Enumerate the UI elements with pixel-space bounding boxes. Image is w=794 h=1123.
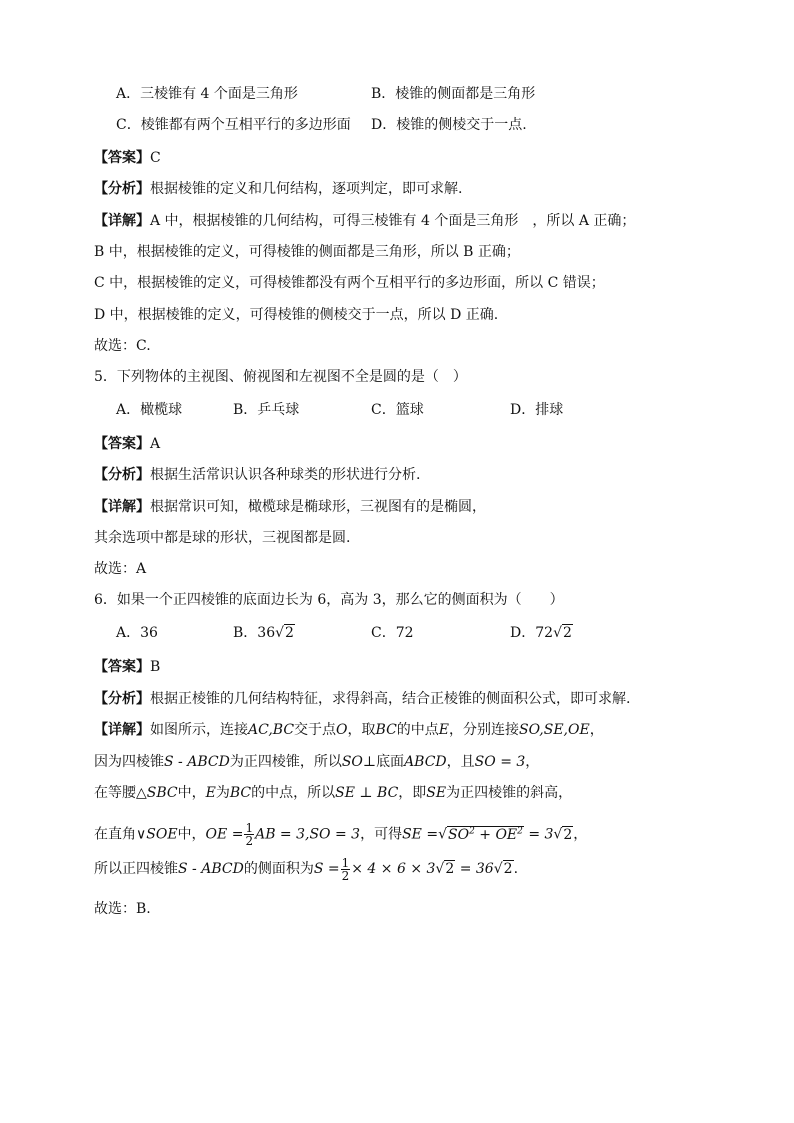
q4-answer-line (94, 148, 161, 168)
q6-option-d: D．72√2 (510, 625, 572, 641)
q6-answer-line: 【答案】B (94, 659, 161, 675)
q5-option-b: B．乒乓球 (233, 402, 300, 418)
q5-option-c: C．篮球 (371, 402, 424, 418)
q4-detail-line-3: C 中，根据棱锥的定义，可得棱锥都没有两个互相平行的多边形面，所以 C 错误； (94, 275, 605, 291)
q6-detail-line-3: 在等腰△SBC中，E为BC的中点，所以SE ⊥ BC，即SE为正四棱锥的斜高， (94, 785, 573, 801)
q4-option-d: D．棱锥的侧棱交于一点. (371, 117, 527, 133)
q6-answer: B (150, 659, 161, 675)
q4-option-c: C．棱锥都有两个互相平行的多边形面 (116, 117, 351, 133)
q4-option-a: A．三棱锥有 4 个面是三角形 (116, 86, 298, 102)
q6-conclusion: 故选：B. (94, 901, 151, 917)
q4-analysis: 根据棱锥的定义和几何结构，逐项判定，即可求解. (150, 181, 463, 197)
q5-option-a: A．橄榄球 (116, 402, 183, 418)
q5-detail-line-1: 【详解】根据常识可知，橄榄球是椭球形，三视图有的是椭圆， (94, 499, 486, 515)
q5-analysis-line: 【分析】根据生活常识认识各种球类的形状进行分析. (94, 467, 421, 483)
q6-detail-line-4: 在直角∨SOE中，OE = $\frac{1}{2}$ AB = 3,SO = 3，可得SE $=√SO^2 + OE^2 = 3√2$， (94, 821, 588, 849)
sqrt-icon: √ (275, 625, 285, 641)
sqrt-icon: √ (493, 861, 503, 877)
q6-stem: 6．如果一个正四棱锥的底面边长为 6，高为 3，那么它的侧面积为（ ） (94, 592, 564, 608)
q4-detail-line-1: 【详解】A 中，根据棱锥的几何结构，可得三棱锥有 4 个面是三角形 ，所以 A 正确； (94, 213, 636, 229)
q5-answer: A (150, 436, 161, 452)
sqrt-icon: √ (438, 826, 447, 843)
q4-detail-line-4: D 中，根据棱锥的定义，可得棱锥的侧棱交于一点，所以 D 正确. (94, 307, 499, 323)
q6-analysis-line: 【分析】根据正棱锥的几何结构特征，求得斜高，结合正棱锥的侧面积公式，即可求解. (94, 691, 631, 707)
q5-option-d: D．排球 (510, 402, 564, 418)
q6-detail-line-5: 所以正四棱锥S - ABCD的侧面积为S = $\frac{1}{2}$ × 4 × 6 × 3√2 = 36√2. (94, 855, 519, 883)
analysis-tag: 【分析】 (94, 181, 150, 197)
q6-detail-line-2: 因为四棱锥S - ABCD为正四棱锥，所以SO⊥底面ABCD，且SO = 3， (94, 754, 540, 770)
q5-answer-line: 【答案】A (94, 436, 161, 452)
answer-tag: 【答案】 (94, 150, 150, 166)
sqrt-icon: √ (553, 625, 562, 641)
sqrt-icon: √ (435, 861, 445, 877)
q4-analysis-line (94, 179, 462, 199)
q6-option-a: A．36 (116, 625, 158, 641)
sqrt-icon: √ (553, 826, 563, 843)
detail-tag: 【详解】 (94, 213, 150, 229)
q4-detail-line-2: B 中，根据棱锥的定义，可得棱锥的侧面都是三角形，所以 B 正确； (94, 244, 520, 260)
q5-stem: 5．下列物体的主视图、俯视图和左视图不全是圆的是（ ） (94, 369, 467, 385)
q6-option-b: B．36√2 (233, 625, 294, 641)
q4-option-b: B．棱锥的侧面都是三角形 (371, 86, 536, 102)
q5-detail-line-2: 其余选项中都是球的形状，三视图都是圆. (94, 530, 351, 546)
q6-option-c: C．72 (371, 625, 414, 641)
q4-conclusion: 故选：C. (94, 338, 151, 354)
q5-conclusion: 故选：A (94, 561, 147, 577)
fraction: $\frac{1}{2}$ (341, 855, 350, 883)
q6-detail-line-1: 【详解】如图所示，连接AC,BC交于点O，取BC的中点E，分别连接SO,SE,OE， (94, 722, 604, 738)
q4-answer: C (150, 150, 161, 166)
fraction: $\frac{1}{2}$ (245, 821, 254, 849)
